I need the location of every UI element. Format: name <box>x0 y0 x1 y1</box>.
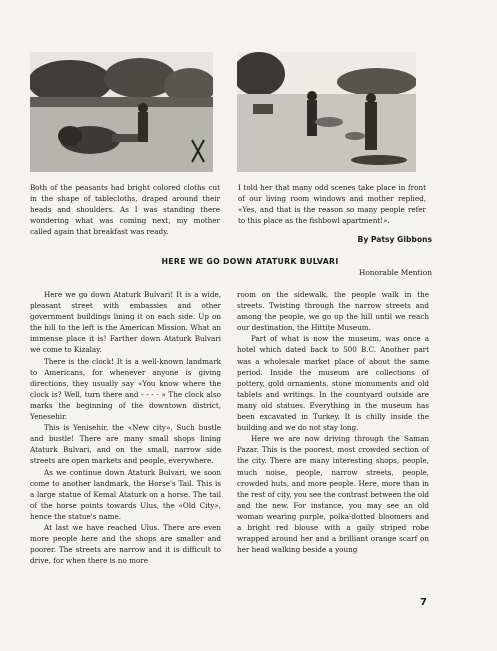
villagers-with-sieve-photo <box>237 52 416 172</box>
ox-cart-photo <box>30 52 213 172</box>
byline: By Patsy Gibbons <box>357 235 432 244</box>
paragraph: Here we are now driving through the Saman Pazar. This is the poorest, most crowded section of the city. There are many interesting shops, people, much noise, people, narrow streets, people, crowded huts, and more people. Here, more than in the rest of city, you see the contrast between the old and the new. For instance, you may see an old woman wearing purple, polka-dotted bloomers and a bright red blouse with a gaily striped robe wrapped around her and a brilliant orange scarf on her head walking beside a young <box>237 434 429 555</box>
paragraph: Part of what is now the museum, was once a hotel which dated back to 500 B.C. Another part was a wholesale market place of about the same period. Inside the museum are collections of pottery, gold ornaments, stone monuments and old tablets and writings. In the countyard outside are many old statues. Everything in the museum has been excavated in Turkey. It is chilly inside the building and we do not stay long. <box>237 334 429 433</box>
paragraph: There is the clock! It is a well-known landmark to Americans, for whenever anyone is giving directions, they usually say «You know where the clock is? Well, turn there and - - - - » The clock also marks the beginning of the downtown district, Yenesehir. <box>30 356 221 422</box>
caption-right <box>238 182 426 226</box>
award-label: Honorable Mention <box>358 268 432 277</box>
article-column-left <box>30 289 221 566</box>
caption-left <box>30 182 220 237</box>
paragraph: room on the sidewalk, the people walk in the streets. Twisting through the narrow streets and among the people, we go up the hill until we reach our destination, the Hittite Museum. <box>237 290 429 333</box>
caption-right-text: I told her that many odd scenes take place in front of our living room windows and mother replied, «Yes, and that is the reason so many people refer to this place as the fishbowl apartment!». <box>238 183 426 226</box>
page-number: 7 <box>420 597 427 608</box>
caption-left-text: Both of the peasants had bright colored cloths cut in the shape of tablecloths, draped around their heads and shoulders. As I was standing there wondering what was coming next, my mother called again that breakfast was ready. <box>30 183 220 237</box>
paragraph: This is Yenisehir, the «New city». Such bustle and bustle! There are many small shops lining Ataturk Bulvari, and on the small, narrow side streets are open markets and people, everywhere. <box>30 423 221 466</box>
article-column-right <box>237 289 429 555</box>
paragraph: Here we go down Ataturk Bulvari! It is a wide, pleasant street with embassies and other government buildings lining it on each side. Up on the hill to the left is the American Mission. What an immense place it is! Farther down Ataturk Bulvari we come to Kizalay. <box>30 290 221 355</box>
article-title: HERE WE GO DOWN ATATURK BULVARI <box>161 257 339 266</box>
paragraph: At last we have reached Ulus. There are even more people here and the shops are smaller and poorer. The streets are narrow and it is difficult to drive, for when there is no more <box>30 522 221 566</box>
paragraph: As we continue down Ataturk Bulvari, we soon come to another landmark, the Horse's Tail. This is a large statue of Kemal Ataturk on a horse. The tail of the horse points towards Ulus, the «Old City», hence the statue's name. <box>30 467 221 521</box>
